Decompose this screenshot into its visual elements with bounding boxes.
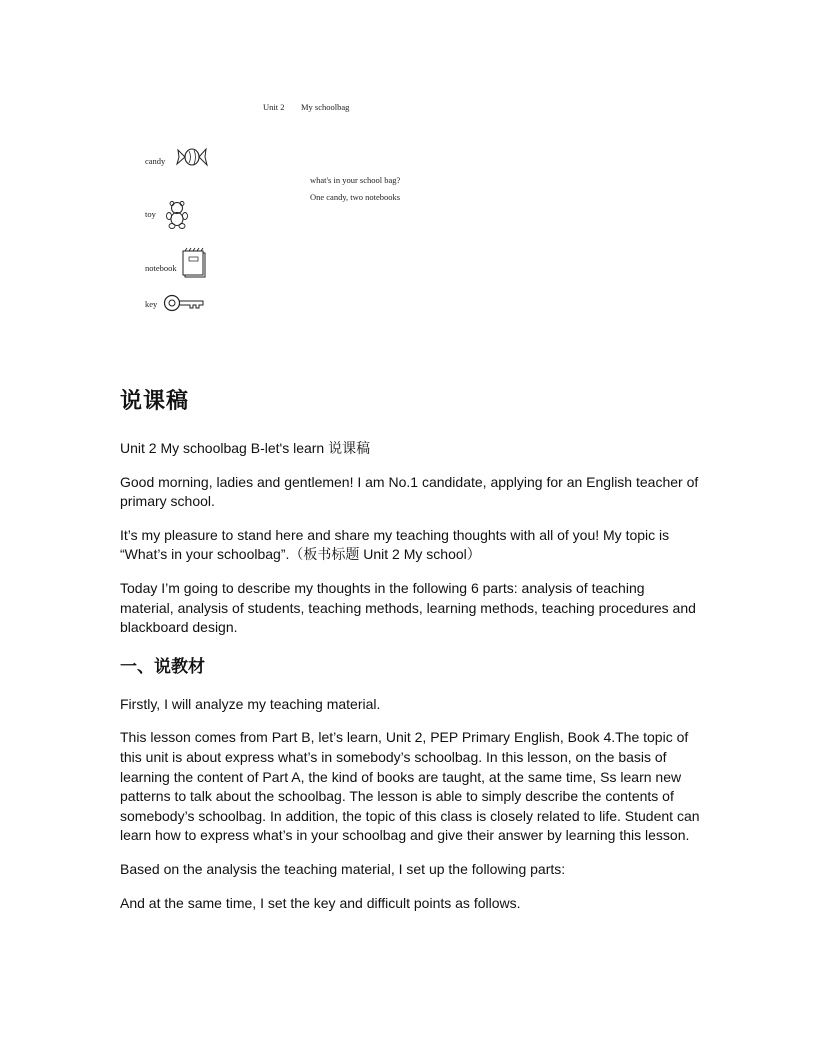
- section-heading: 一、说教材: [120, 656, 205, 677]
- figure-unit-label: Unit 2: [263, 102, 285, 112]
- vocab-word-toy: toy: [145, 209, 156, 219]
- blackboard-figure: [0, 0, 816, 330]
- intro-paragraph: Good morning, ladies and gentlemen! I am No.1 candidate, applying for an English teacher of primary school.: [120, 473, 699, 510]
- document-subtitle: Unit 2 My schoolbag B-let's learn 说课稿: [120, 440, 371, 456]
- dialogue-answer: One candy, two notebooks: [310, 192, 401, 202]
- document-body: [120, 384, 700, 927]
- section-paragraph: This lesson comes from Part B, let’s learn, Unit 2, PEP Primary English, Book 4.The topic of this unit is about express what’s in somebody’s schoolbag. In this lesson, on the basis of learning the content of Part A, the kind of books are taught, at the same time, Ss learn new patterns to talk about the schoolbag. The lesson is able to simply describe the contents of somebody’s schoolbag. In addition, the topic of this class is closely related to life. Student can learn how to express what’s in your schoolbag and give their answer by learning this lesson.: [120, 729, 700, 844]
- vocab-word-candy: candy: [145, 156, 166, 166]
- document-title: 说课稿: [120, 389, 190, 414]
- dialogue-question: what's in your school bag?: [310, 175, 401, 185]
- teddy-bear-icon: [163, 199, 191, 229]
- section-paragraph: Firstly, I will analyze my teaching material.: [120, 695, 381, 712]
- section-paragraph: Based on the analysis the teaching material, I set up the following parts:: [120, 860, 566, 877]
- key-icon: [163, 293, 205, 313]
- vocab-word-notebook: notebook: [145, 263, 177, 273]
- figure-title: My schoolbag: [301, 102, 350, 112]
- notebook-icon: [181, 247, 209, 279]
- candy-icon: [176, 144, 208, 170]
- intro-paragraph: It’s my pleasure to stand here and share my teaching thoughts with all of you! My topic is “What’s in your schoolbag”.（板书标题 Unit 2 My school）: [120, 526, 670, 563]
- vocab-word-key: key: [145, 299, 158, 309]
- section-paragraph: And at the same time, I set the key and difficult points as follows.: [120, 894, 521, 911]
- intro-paragraph: Today I’m going to describe my thoughts in the following 6 parts: analysis of teaching material, analysis of students, teaching methods, learning methods, teaching procedures and blackboard design.: [120, 579, 696, 636]
